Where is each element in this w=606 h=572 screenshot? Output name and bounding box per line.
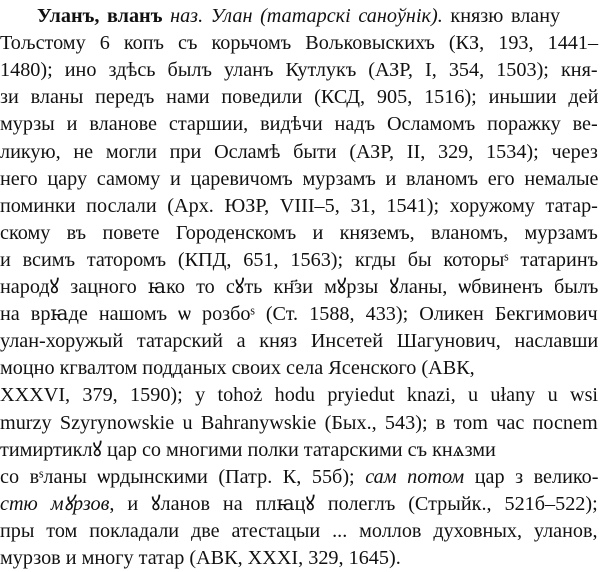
entry-line: [0, 382, 598, 409]
line-segment: murzy Szyrynowskie u Bahranywskie (Бых., 543); в тоm час посnеm: [0, 411, 598, 434]
entry-line: [0, 220, 598, 247]
line-segment: 1480); ино здѣсь былъ уланъ Кутлукъ (АЗР, I, 354, 1503); кня-: [0, 59, 598, 82]
entry-line: [0, 355, 475, 382]
line-segment: него цару самому и царевичомъ мурзамъ и вланомъ его немалые: [0, 167, 599, 190]
line-segment: скому въ повете Городенскомъ и княземъ, вланомъ, мурзамъ: [0, 221, 598, 244]
entry-line: [0, 437, 496, 464]
line-segment: мурзы и вланове старшии, видѣчи надъ Осламомъ поражку ве-: [0, 113, 598, 136]
line-segment: XXXVI, 379, 1590); у tohoż hodu pryiedut knazi, u ułany u wsi: [0, 384, 599, 407]
entry-first-line: [37, 3, 560, 30]
line-segment: сам потом: [365, 465, 465, 488]
entry-line: [0, 57, 598, 84]
line-segment: ликую, не могли при Осламѣ быти (АЗР, II, 329, 1534); через: [0, 140, 598, 163]
line-segment: стю: [0, 492, 38, 515]
entry-line: [0, 247, 598, 274]
line-text: князю влану: [450, 5, 561, 27]
line-segment: народꙋ зацного ꙗко то сꙋть кн҃зи мꙋрзы ꙋланы, ѡбвиненъ былъ: [0, 276, 599, 298]
line-segment: цар з велико-: [464, 465, 599, 488]
line-segment: тимиртиклꙋ цар со многими полки татарскими съ кнѧзми: [0, 438, 496, 461]
entry-line: [0, 84, 598, 111]
line-segment: , и ꙋланов на плꙗцꙋ полеглъ (Стрыйк., 521б–522);: [109, 492, 598, 515]
entry-line: [0, 328, 598, 355]
entry-line: [0, 301, 598, 328]
grammar-label: наз.: [170, 5, 204, 27]
entry-line: [0, 545, 401, 572]
line-segment: Тољстому 6 копъ съ корьчомъ Вољковыскихъ (КЗ, 193, 1441–: [0, 32, 599, 55]
line-segment: мꙋрзов: [37, 492, 110, 515]
line-segment: моцно кгвалтом подданых своих села Ясенского (АВК,: [0, 357, 475, 380]
line-segment: улан-хоружый татарский а княз Инсетей Шагунович, наславши: [0, 330, 599, 353]
entry-line: [0, 491, 598, 518]
entry-line: [0, 166, 598, 193]
entry-line: [0, 30, 598, 57]
entry-line: [0, 518, 598, 545]
line-segment: мурзов и многу татар (АВК, XXXI, 329, 1645).: [0, 547, 401, 569]
line-segment: со вˢланы ѡрдынскими (Патр. К, 55б);: [0, 465, 366, 488]
line-segment: пры том покладали две атестацыи ... моллов духовных, уланов,: [0, 519, 598, 542]
entry-line: [0, 193, 598, 220]
entry-headword: Уланъ, вланъ: [37, 5, 163, 27]
entry-line: [0, 111, 598, 138]
entry-line: [0, 139, 598, 166]
entry-line: [0, 274, 598, 301]
line-segment: поминки послали (Арх. ЮЗР, VIII–5, 31, 1541); хоружому татар-: [0, 194, 598, 217]
line-segment: зи вланы передъ нами поведили (КСД, 905, 1516); иньшии дей: [0, 86, 599, 109]
line-segment: на врꙗде нашомъ ѡ розбоˢ (Ст. 1588, 433); Оликен Бекгимович: [0, 303, 598, 326]
line-segment: и всимъ таторомъ (КПД, 651, 1563); кгды бы которыˢ татаринъ: [0, 248, 599, 271]
entry-line: [0, 464, 598, 491]
entry-gloss: Улан (татарскі саноўнік).: [210, 5, 443, 27]
entry-line: [0, 410, 598, 437]
